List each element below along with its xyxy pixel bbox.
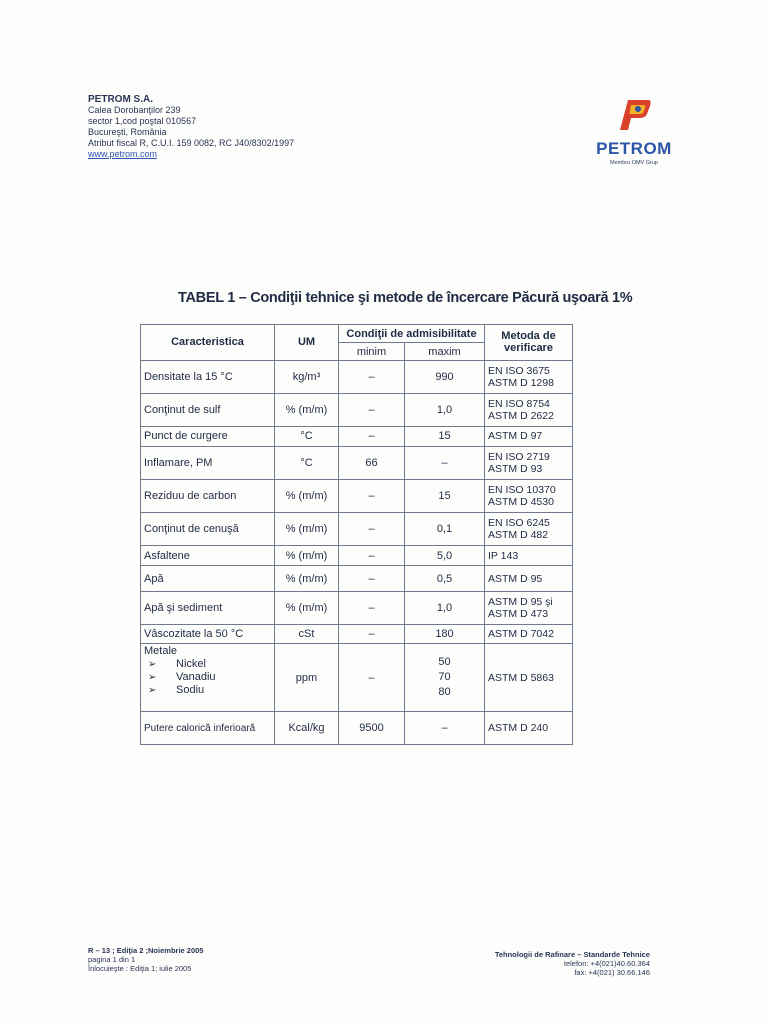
row-max: 1,0 — [405, 591, 485, 624]
method-line-1: EN ISO 10370 — [488, 483, 556, 496]
footer-edition: R – 13 ; Ediţia 2 ;Noiembrie 2005 — [88, 946, 204, 955]
metal-item — [144, 684, 271, 697]
row-name: Conţinut de cenuşă — [141, 512, 275, 545]
row-um: % (m/m) — [275, 591, 339, 624]
website-link[interactable]: www.petrom.com — [88, 149, 158, 159]
row-max: 15 — [405, 426, 485, 447]
method-line-2: ASTM D 2622 — [488, 409, 554, 422]
footer-edition-info — [88, 946, 203, 973]
logo-name: PETROM — [596, 139, 672, 158]
method-line-2: ASTM D 4530 — [488, 495, 554, 508]
row-min: – — [339, 591, 405, 624]
metal-name: Vanadiu — [176, 671, 216, 684]
row-method: ASTM D 97 — [485, 426, 573, 447]
row-name-metals — [141, 644, 275, 712]
table-row-sulfur — [141, 393, 573, 426]
table-header-row — [141, 325, 573, 343]
company-name: PETROM S.A. — [88, 94, 154, 105]
method-line-2: ASTM D 473 — [488, 607, 549, 620]
header-method: Metoda de verificare — [485, 325, 573, 361]
row-max: 5,0 — [405, 545, 485, 566]
method-line-2: ASTM D 1298 — [488, 376, 554, 389]
row-name: Vâscozitate la 50 °C — [141, 624, 275, 644]
row-um: % (m/m) — [275, 545, 339, 566]
footer-phone: telefon: +4(021)40.60.364 — [563, 959, 650, 968]
row-max: 180 — [405, 624, 485, 644]
metal-value: 70 — [438, 671, 451, 684]
method-line-2: ASTM D 482 — [488, 528, 549, 541]
arrow-bullet-icon: ➢ — [148, 659, 157, 671]
row-min: – — [339, 624, 405, 644]
table-row-pour-point — [141, 426, 573, 447]
row-method: ASTM D 240 — [485, 712, 573, 745]
row-name: Apă — [141, 566, 275, 592]
table-row-viscosity — [141, 624, 573, 644]
metal-value: 80 — [438, 686, 451, 699]
row-um: ppm — [275, 644, 339, 712]
table-title: TABEL 1 – Condiţii tehnice şi metode de încercare Păcură uşoară 1% — [178, 290, 633, 306]
row-method — [485, 512, 573, 545]
row-um: °C — [275, 447, 339, 480]
metal-name: Nickel — [176, 658, 206, 671]
row-min: – — [339, 393, 405, 426]
metals-label: Metale — [144, 645, 178, 658]
footer-department: Tehnologii de Rafinare – Standarde Tehnice — [494, 950, 650, 959]
table-row-water-sediment — [141, 591, 573, 624]
row-name: Putere calorică inferioară — [141, 712, 275, 745]
row-max: 15 — [405, 480, 485, 513]
row-max: 990 — [405, 360, 485, 393]
row-max: 1,0 — [405, 393, 485, 426]
row-um: % (m/m) — [275, 566, 339, 592]
row-max-metals — [405, 644, 485, 712]
petrom-logo-icon — [614, 96, 654, 134]
footer-page: pagina 1 din 1 — [88, 955, 136, 964]
metal-name: Sodiu — [176, 684, 205, 697]
row-name: Apă şi sediment — [141, 591, 275, 624]
arrow-bullet-icon: ➢ — [148, 685, 157, 697]
row-method — [485, 360, 573, 393]
row-max: – — [405, 447, 485, 480]
row-name: Punct de curgere — [141, 426, 275, 447]
row-method — [485, 393, 573, 426]
row-name: Conţinut de sulf — [141, 393, 275, 426]
method-line-2: ASTM D 93 — [488, 463, 543, 476]
address-line-3: Bucureşti, România — [88, 127, 167, 137]
table-row-calorific — [141, 712, 573, 745]
footer-contact — [470, 950, 650, 977]
row-min: – — [339, 480, 405, 513]
arrow-bullet-icon: ➢ — [148, 672, 157, 684]
table-row-density — [141, 360, 573, 393]
row-method: ASTM D 5863 — [485, 644, 573, 712]
row-name: Asfaltene — [141, 545, 275, 566]
row-min: 9500 — [339, 712, 405, 745]
row-um: % (m/m) — [275, 512, 339, 545]
method-line-1: EN ISO 3675 — [488, 364, 550, 377]
row-method — [485, 591, 573, 624]
row-name: Inflamare, PM — [141, 447, 275, 480]
row-method: IP 143 — [485, 545, 573, 566]
row-um: °C — [275, 426, 339, 447]
table-row-asphaltenes — [141, 545, 573, 566]
address-line-1: Calea Dorobanţilor 239 — [88, 105, 181, 115]
metal-item — [144, 671, 271, 684]
row-min: 66 — [339, 447, 405, 480]
table-row-water — [141, 566, 573, 592]
method-line-1: EN ISO 6245 — [488, 516, 550, 529]
header-um: UM — [275, 325, 339, 361]
row-method: ASTM D 95 — [485, 566, 573, 592]
row-method: ASTM D 7042 — [485, 624, 573, 644]
table-row-flash-point — [141, 447, 573, 480]
table-row-metals — [141, 644, 573, 712]
footer-replaces: Înlocuieşte : Ediţia 1; iulie 2005 — [88, 964, 192, 973]
row-min: – — [339, 360, 405, 393]
method-line-1: ASTM D 95 şi — [488, 595, 553, 608]
table-row-ash — [141, 512, 573, 545]
logo-member-text: Membru OMV Grup — [610, 160, 658, 166]
row-max: 0,5 — [405, 566, 485, 592]
row-min: – — [339, 512, 405, 545]
specifications-table-wrapper — [140, 324, 572, 745]
company-header — [88, 94, 294, 160]
row-um: cSt — [275, 624, 339, 644]
method-line-1: EN ISO 8754 — [488, 397, 550, 410]
header-min: minim — [339, 343, 405, 360]
row-name: Reziduu de carbon — [141, 480, 275, 513]
row-min: – — [339, 426, 405, 447]
petrom-logo — [588, 96, 680, 166]
header-max: maxim — [405, 343, 485, 360]
fiscal-info: Atribut fiscal R, C.U.I. 159 0082, RC J40/8302/1997 — [88, 138, 295, 148]
method-line-1: EN ISO 2719 — [488, 451, 550, 464]
footer-fax: fax: +4(021) 30.66.146 — [574, 968, 650, 977]
header-characteristic: Caracteristica — [141, 325, 275, 361]
metal-value: 50 — [438, 656, 451, 669]
row-name: Densitate la 15 °C — [141, 360, 275, 393]
row-um: % (m/m) — [275, 393, 339, 426]
row-min: – — [339, 545, 405, 566]
row-min: – — [339, 566, 405, 592]
row-um: % (m/m) — [275, 480, 339, 513]
header-conditions: Condiţii de admisibilitate — [339, 325, 485, 343]
metal-item — [144, 658, 271, 671]
row-method — [485, 480, 573, 513]
row-um: kg/m³ — [275, 360, 339, 393]
table-row-carbon-residue — [141, 480, 573, 513]
address-line-2: sector 1,cod poştal 010567 — [88, 116, 197, 126]
row-max: – — [405, 712, 485, 745]
row-method — [485, 447, 573, 480]
specifications-table — [140, 324, 573, 745]
row-min: – — [339, 644, 405, 712]
row-max: 0,1 — [405, 512, 485, 545]
row-um: Kcal/kg — [275, 712, 339, 745]
